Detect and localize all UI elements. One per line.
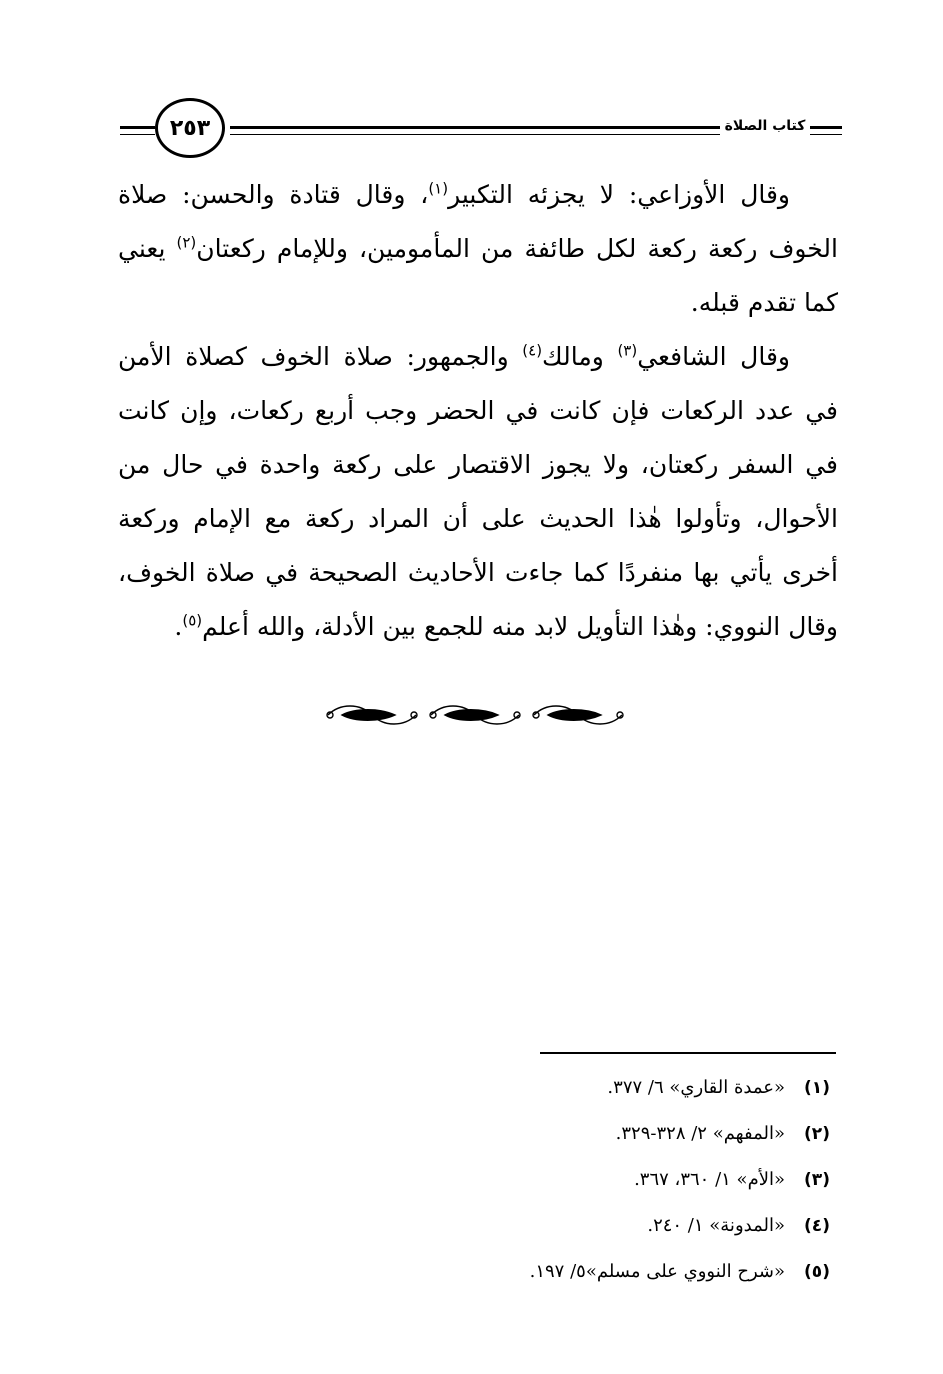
- text-run: .: [174, 612, 183, 641]
- paragraph: [118, 168, 838, 330]
- text-run: يعني كما تقدم قبله.: [118, 234, 838, 317]
- footnotes: [420, 1065, 835, 1295]
- page-header: [110, 98, 850, 168]
- text-run: وقال الأوزاعي: لا يجزئه التكبير: [448, 180, 790, 209]
- footnote-text: «عمدة القاري» ٦/ ٣٧٧.: [607, 1077, 785, 1098]
- ornament-motif: [533, 706, 623, 724]
- footnote-number: (٣): [804, 1170, 830, 1190]
- footnote-ref[interactable]: (٣): [617, 341, 638, 360]
- section-divider-ornament: [320, 700, 630, 730]
- footnote-item: [420, 1249, 835, 1295]
- main-text: [118, 168, 838, 654]
- ornament-motif: [327, 706, 417, 724]
- footnote-text: «المفهم» ٢/ ٣٢٨-٣٢٩.: [615, 1123, 785, 1144]
- footnote-item: [420, 1111, 835, 1157]
- footnote-text: «الأم» ١/ ٣٦٠، ٣٦٧.: [634, 1169, 785, 1190]
- footnote-item: [420, 1065, 835, 1111]
- footnote-text: «شرح النووي على مسلم»٥/ ١٩٧.: [529, 1261, 785, 1282]
- footnote-item: [420, 1203, 835, 1249]
- footnote-number: (٢): [804, 1124, 830, 1144]
- text-run: وقال الشافعي: [637, 342, 790, 371]
- header-rule: [230, 134, 720, 135]
- header-rule: [120, 134, 155, 135]
- footnote-number: (١): [804, 1078, 830, 1098]
- footnote-item: [420, 1157, 835, 1203]
- footnote-ref[interactable]: (١): [428, 179, 449, 198]
- chapter-title: كتاب الصلاة: [724, 118, 806, 134]
- page-number: ٢٥٣: [155, 98, 225, 158]
- paragraph: [118, 330, 838, 654]
- footnote-number: (٥): [804, 1262, 830, 1282]
- footnote-ref[interactable]: (٤): [522, 341, 543, 360]
- text-run: ، وقال قتادة والحسن: صلاة الخوف ركعة ركعة لكل طائفة من المأمومين، وللإمام ركعتان: [118, 180, 838, 263]
- text-run: والجمهور: صلاة الخوف كصلاة الأمن في عدد الركعات فإن كانت في الحضر وجب أربع ركعات، وإن كانت في السفر ركعتان، ولا يجوز الاقتصار على ركعة واحدة في حال من الأحوال، وتأولوا هٰذا الحديث على أن المراد ركعة مع الإمام وركعة أخرى يأتي بها منفردًا كما جاءت الأحاديث الصحيحة في صلاة الخوف، وقال النووي: وهٰذا التأويل لابد منه للجمع بين الأدلة، والله أعلم: [118, 342, 838, 641]
- header-rule: [810, 126, 842, 129]
- footnote-ref[interactable]: (٥): [182, 611, 203, 630]
- footnote-separator: [540, 1052, 836, 1054]
- header-rule: [120, 126, 155, 129]
- header-rule: [230, 126, 720, 129]
- header-rule: [810, 134, 842, 135]
- footnote-text: «المدونة» ١/ ٢٤٠.: [647, 1215, 785, 1236]
- text-run: ومالك: [542, 342, 618, 371]
- ornament-motif: [430, 706, 520, 724]
- footnote-number: (٤): [804, 1216, 830, 1236]
- footnote-ref[interactable]: (٢): [176, 233, 197, 252]
